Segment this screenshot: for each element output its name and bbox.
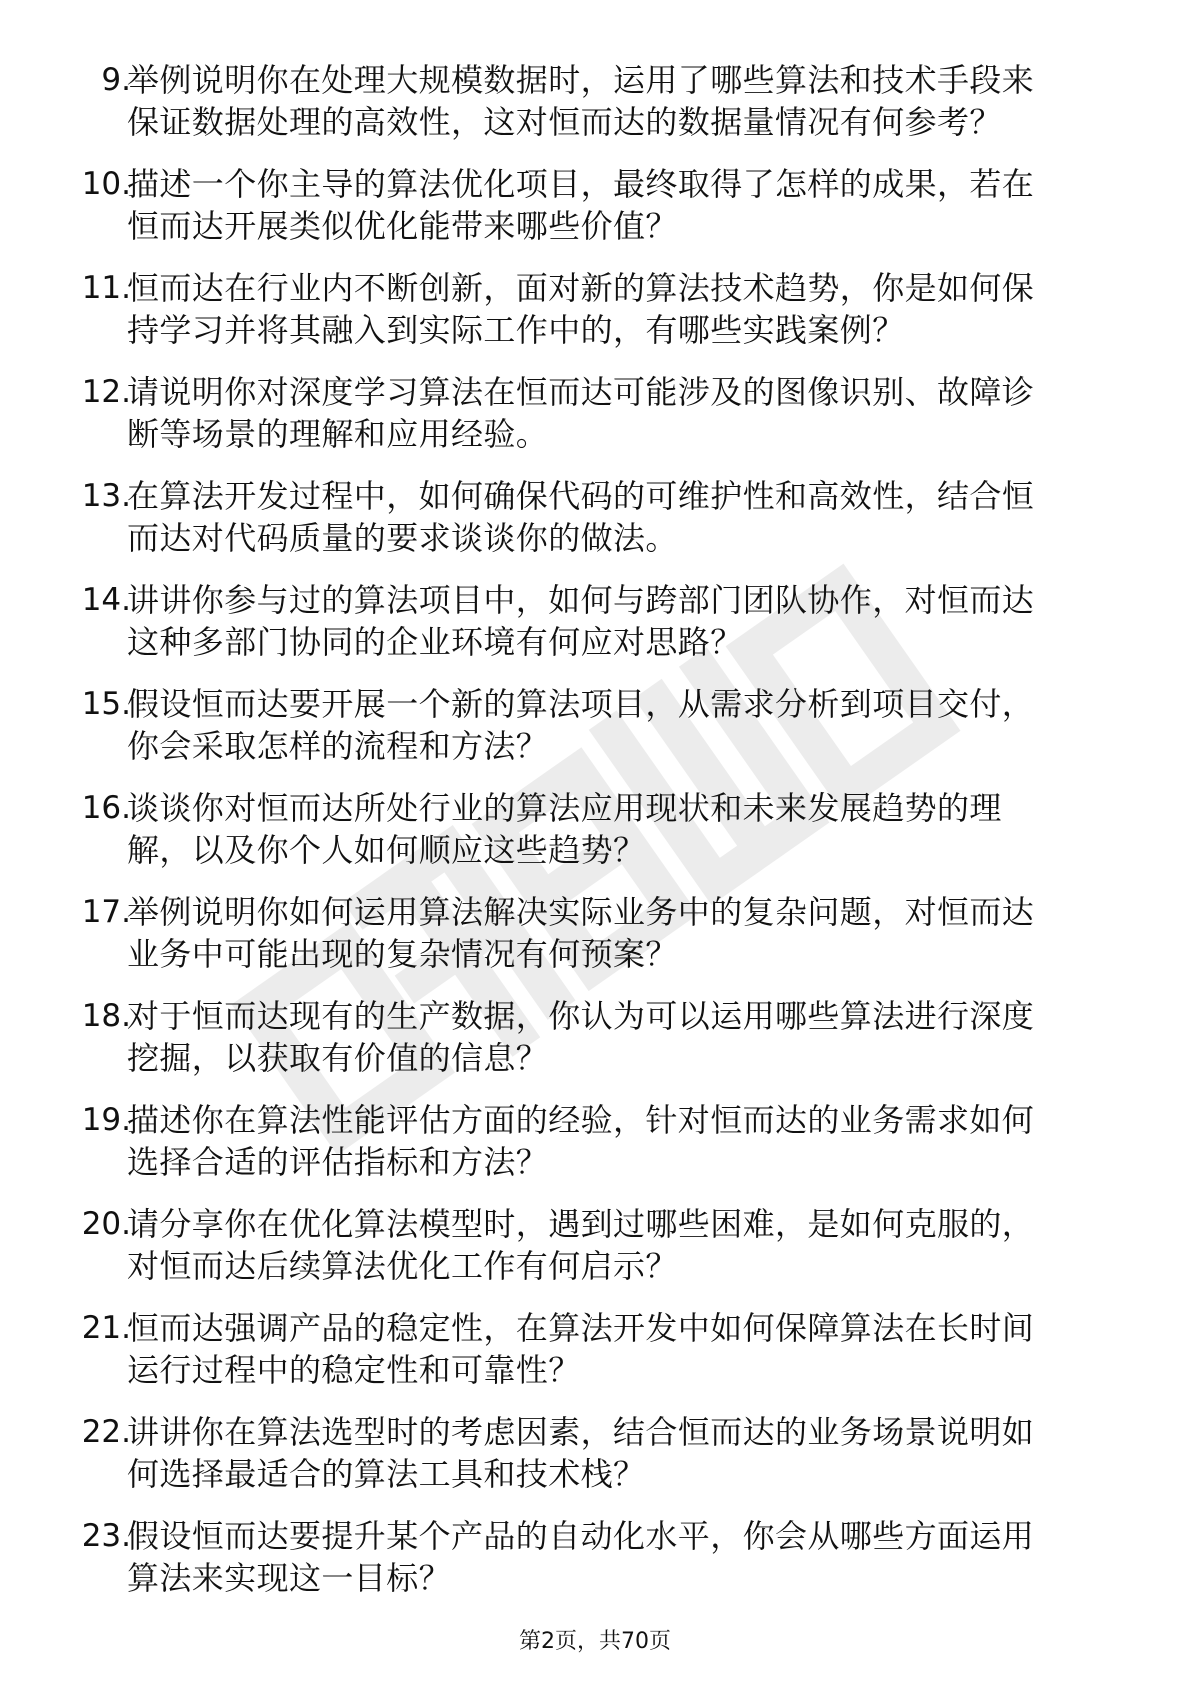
question-item (0, 1088, 1190, 1192)
question-item (0, 464, 1190, 568)
question-text-line-1: 谈谈你对恒而达所处行业的算法应用现状和未来发展趋势的理 (127, 789, 1002, 827)
page-footer (0, 1627, 1190, 1657)
question-text-line-2: 恒而达开展类似优化能带来哪些价值？ (127, 207, 678, 245)
question-text-line-2: 选择合适的评估指标和方法？ (127, 1143, 549, 1181)
question-item (0, 48, 1190, 152)
question-number: 14. (81, 582, 131, 618)
question-text-line-1: 恒而达强调产品的稳定性，在算法开发中如何保障算法在长时间 (127, 1309, 1035, 1347)
question-text-line-1: 恒而达在行业内不断创新，面对新的算法技术趋势，你是如何保 (127, 269, 1035, 307)
question-number: 15. (81, 686, 131, 722)
question-text-line-2: 何选择最适合的算法工具和技术栈？ (127, 1455, 646, 1493)
question-text-line-1: 请分享你在优化算法模型时，遇到过哪些困难，是如何克服的， (127, 1205, 1035, 1243)
question-item (0, 1296, 1190, 1400)
question-text-line-1: 对于恒而达现有的生产数据，你认为可以运用哪些算法进行深度 (127, 997, 1035, 1035)
question-number: 18. (81, 998, 131, 1034)
question-item (0, 880, 1190, 984)
question-number: 13. (81, 478, 131, 514)
question-text-line-1: 假设恒而达要开展一个新的算法项目，从需求分析到项目交付， (127, 685, 1035, 723)
question-text-line-2: 持学习并将其融入到实际工作中的，有哪些实践案例？ (127, 311, 905, 349)
question-number: 22. (81, 1414, 131, 1450)
question-text-line-2: 保证数据处理的高效性，这对恒而达的数据量情况有何参考？ (127, 103, 1002, 141)
question-text-line-2: 断等场景的理解和应用经验。 (127, 415, 549, 453)
question-text-line-1: 举例说明你在处理大规模数据时，运用了哪些算法和技术手段来 (127, 61, 1035, 99)
question-item (0, 776, 1190, 880)
question-list (0, 48, 1190, 1608)
question-text-line-1: 讲讲你在算法选型时的考虑因素，结合恒而达的业务场景说明如 (127, 1413, 1035, 1451)
question-text-line-1: 描述你在算法性能评估方面的经验，针对恒而达的业务需求如何 (127, 1101, 1035, 1139)
question-text-line-2: 你会采取怎样的流程和方法？ (127, 727, 549, 765)
question-text-line-1: 假设恒而达要提升某个产品的自动化水平，你会从哪些方面运用 (127, 1517, 1035, 1555)
question-number: 20. (81, 1206, 131, 1242)
question-number: 9. (101, 62, 131, 98)
question-text-line-1: 描述一个你主导的算法优化项目，最终取得了怎样的成果，若在 (127, 165, 1035, 203)
question-number: 17. (81, 894, 131, 930)
question-item (0, 1504, 1190, 1608)
question-item (0, 1192, 1190, 1296)
question-number: 23. (81, 1518, 131, 1554)
question-number: 19. (81, 1102, 131, 1138)
question-number: 11. (81, 270, 131, 306)
page-number-label: 第2页，共70页 (519, 1629, 671, 1654)
question-text-line-2: 算法来实现这一目标？ (127, 1559, 452, 1597)
question-number: 12. (81, 374, 131, 410)
question-item (0, 256, 1190, 360)
question-item (0, 568, 1190, 672)
question-item (0, 672, 1190, 776)
question-item (0, 152, 1190, 256)
question-text-line-1: 举例说明你如何运用算法解决实际业务中的复杂问题，对恒而达 (127, 893, 1035, 931)
question-text-line-1: 讲讲你参与过的算法项目中，如何与跨部门团队协作，对恒而达 (127, 581, 1035, 619)
question-number: 10. (81, 166, 131, 202)
question-text-line-2: 而达对代码质量的要求谈谈你的做法。 (127, 519, 678, 557)
question-text-line-2: 解，以及你个人如何顺应这些趋势？ (127, 831, 646, 869)
question-number: 21. (81, 1310, 131, 1346)
question-text-line-1: 在算法开发过程中，如何确保代码的可维护性和高效性，结合恒 (127, 477, 1035, 515)
question-text-line-2: 业务中可能出现的复杂情况有何预案？ (127, 935, 678, 973)
question-text-line-1: 请说明你对深度学习算法在恒而达可能涉及的图像识别、故障诊 (127, 373, 1035, 411)
question-text-line-2: 运行过程中的稳定性和可靠性？ (127, 1351, 581, 1389)
question-text-line-2: 挖掘，以获取有价值的信息？ (127, 1039, 549, 1077)
question-number: 16. (81, 790, 131, 826)
question-text-line-2: 对恒而达后续算法优化工作有何启示？ (127, 1247, 678, 1285)
question-item (0, 1400, 1190, 1504)
question-text-line-2: 这种多部门协同的企业环境有何应对思路？ (127, 623, 743, 661)
question-item (0, 984, 1190, 1088)
question-item (0, 360, 1190, 464)
